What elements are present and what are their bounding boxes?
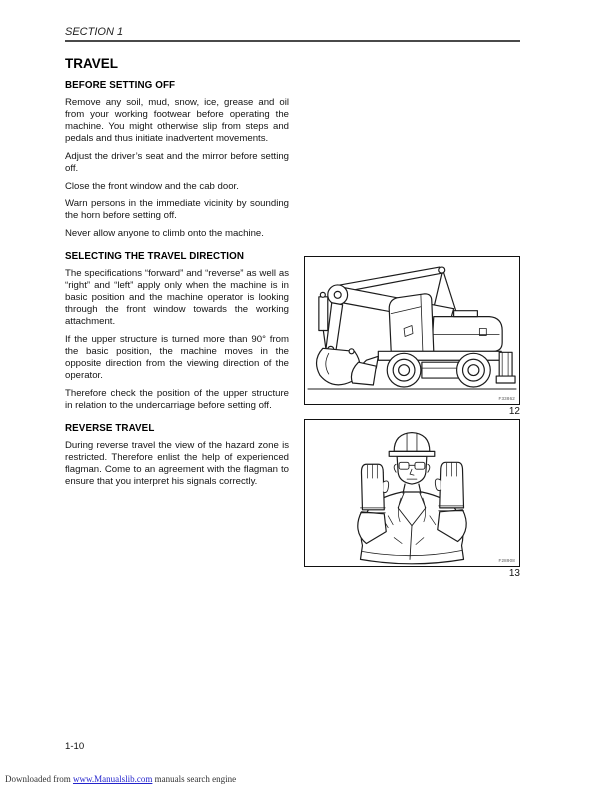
heading-selecting-travel-direction: SELECTING THE TRAVEL DIRECTION	[65, 250, 244, 262]
figure-number: 13	[508, 568, 520, 579]
flagman-illustration	[305, 420, 519, 566]
header-rule	[65, 40, 520, 42]
watermark-line	[5, 774, 236, 784]
manualslib-link[interactable]: www.Manualslib.com	[72, 774, 153, 784]
figure-code: F28908	[498, 558, 515, 563]
figure-code: F33862	[498, 396, 515, 401]
section-header-label: SECTION 1	[65, 26, 124, 38]
paragraph: Close the front window and the cab door.	[65, 180, 239, 192]
page-number: 1-10	[65, 741, 85, 752]
figure-box-excavator	[304, 256, 520, 405]
paragraph: During reverse travel the view of the hazard zone is restricted. Therefore enlist the help of experienced flagman. Come to an agreement with the flagman to ensure that you interpret his signals correctly.	[65, 439, 289, 488]
paragraph: If the upper structure is turned more than 90° from the basic position, the machine moves in the opposite direction from the viewing direction of the operator.	[65, 333, 289, 382]
paragraph: Remove any soil, mud, snow, ice, grease and oil from your working footwear before operating the machine. You might otherwise slip from steps and pedals and thus initiate inadvertent movements.	[65, 97, 289, 145]
paragraph: Never allow anyone to climb onto the machine.	[65, 227, 264, 239]
paragraph: The specifications “forward” and “reverse” as well as “right” and “left” apply only when the machine is in basic position and the machine operator is looking through the front window towards the working attachment.	[65, 267, 289, 328]
page-title: TRAVEL	[65, 56, 118, 71]
text-column	[65, 80, 289, 494]
heading-before-setting-off: BEFORE SETTING OFF	[65, 80, 176, 91]
excavator-illustration	[305, 257, 519, 404]
paragraph: Warn persons in the immediate vicinity by sounding the horn before setting off.	[65, 198, 289, 222]
figure-number: 12	[508, 406, 520, 417]
watermark-suffix: manuals search engine	[152, 774, 237, 784]
heading-reverse-travel: REVERSE TRAVEL	[65, 422, 155, 434]
paragraph: Therefore check the position of the upper structure in relation to the undercarriage before setting off.	[65, 387, 289, 411]
figure-box-flagman	[304, 419, 520, 567]
paragraph: Adjust the driver’s seat and the mirror before setting off.	[65, 150, 289, 174]
watermark-prefix: Downloaded from	[5, 774, 73, 784]
